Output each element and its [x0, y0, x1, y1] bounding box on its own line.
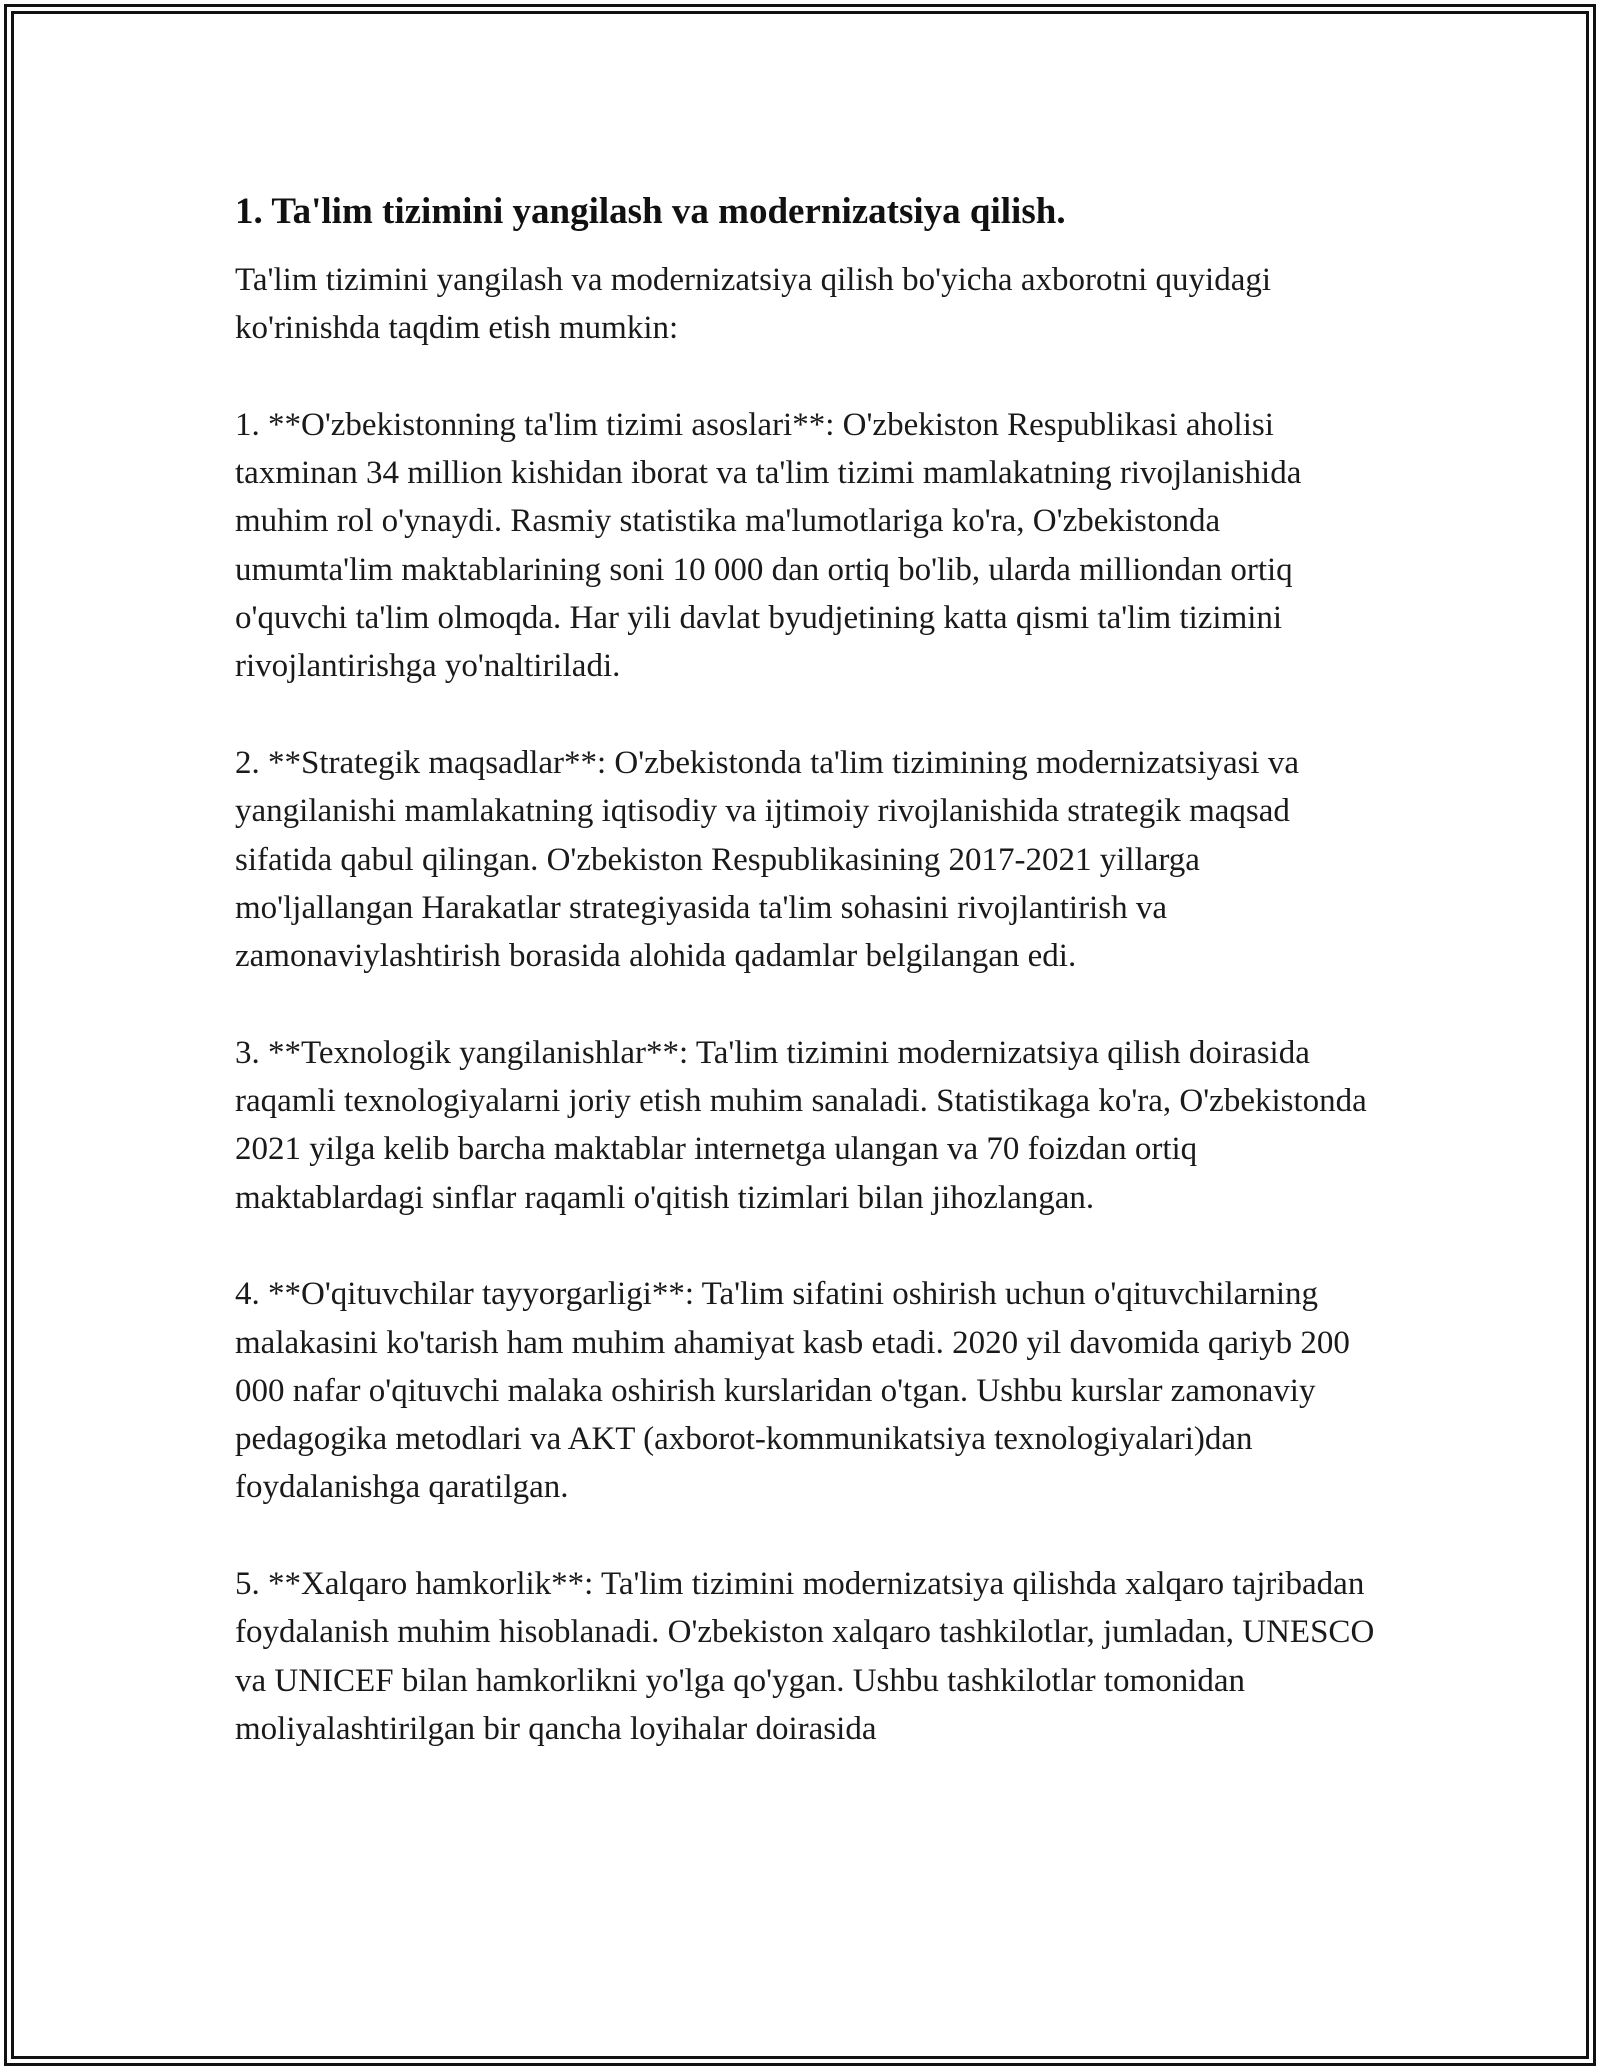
list-item-2: 2. **Strategik maqsadlar**: O'zbekistonda ta'lim tizimining modernizatsiyasi va yangilanishi mamlakatning iqtisodiy va ijtimoiy rivojlanishida strategik maqsad sifatida qabul qilingan. O'zbekiston Respublikasining 2017-2021 yillarga mo'ljallangan Harakatlar strategiyasida ta'lim sohasini rivojlantirish va zamonaviylashtirish borasida alohida qadamlar belgilangan edi. — [235, 744, 1299, 975]
section-heading: 1. Ta'lim tizimini yangilash va modernizatsiya qilish. — [235, 191, 1066, 232]
list-item-1: 1. **O'zbekistonning ta'lim tizimi asoslari**: O'zbekiston Respublikasi aholisi taxminan 34 million kishidan iborat va ta'lim tizimi mamlakatning rivojlanishida muhim rol o'ynaydi. Rasmiy statistika ma'lumotlariga ko'ra, O'zbekistonda umumta'lim maktablarining soni 10 000 dan ortiq bo'lib, ularda milliondan ortiq o'quvchi ta'lim olmoqda. Har yili davlat byudjetining katta qismi ta'lim tizimini rivojlantirishga yo'naltiriladi. — [235, 406, 1302, 685]
document-body — [235, 188, 1385, 1753]
list-item-4: 4. **O'qituvchilar tayyorgarligi**: Ta'lim sifatini oshirish uchun o'qituvchilarning malakasini ko'tarish ham muhim ahamiyat kasb etadi. 2020 yil davomida qariyb 200 000 nafar o'qituvchi malaka oshirish kurslaridan o'tgan. Ushbu kurslar zamonaviy pedagogika metodlari va AKT (axborot-kommunikatsiya texnologiyalari)dan foydalanishga qaratilgan. — [235, 1276, 1350, 1506]
list-item-3: 3. **Texnologik yangilanishlar**: Ta'lim tizimini modernizatsiya qilish doirasida raqamli texnologiyalarni joriy etish muhim sanaladi. Statistikaga ko'ra, O'zbekistonda 2021 yilga kelib barcha maktablar internetga ulangan va 70 foizdan ortiq maktablardagi sinflar raqamli o'qitish tizimlari bilan jihozlangan. — [235, 1034, 1367, 1216]
intro-paragraph: Ta'lim tizimini yangilash va modernizatsiya qilish bo'yicha axborotni quyidagi ko'rinishda taqdim etish mumkin: — [235, 262, 1272, 347]
list-item-5: 5. **Xalqaro hamkorlik**: Ta'lim tizimini modernizatsiya qilishda xalqaro tajribadan foydalanish muhim hisoblanadi. O'zbekiston xalqaro tashkilotlar, jumladan, UNESCO va UNICEF bilan hamkorlikni yo'lga qo'ygan. Ushbu tashkilotlar tomonidan moliyalashtirilgan bir qancha loyihalar doirasida — [235, 1566, 1375, 1747]
